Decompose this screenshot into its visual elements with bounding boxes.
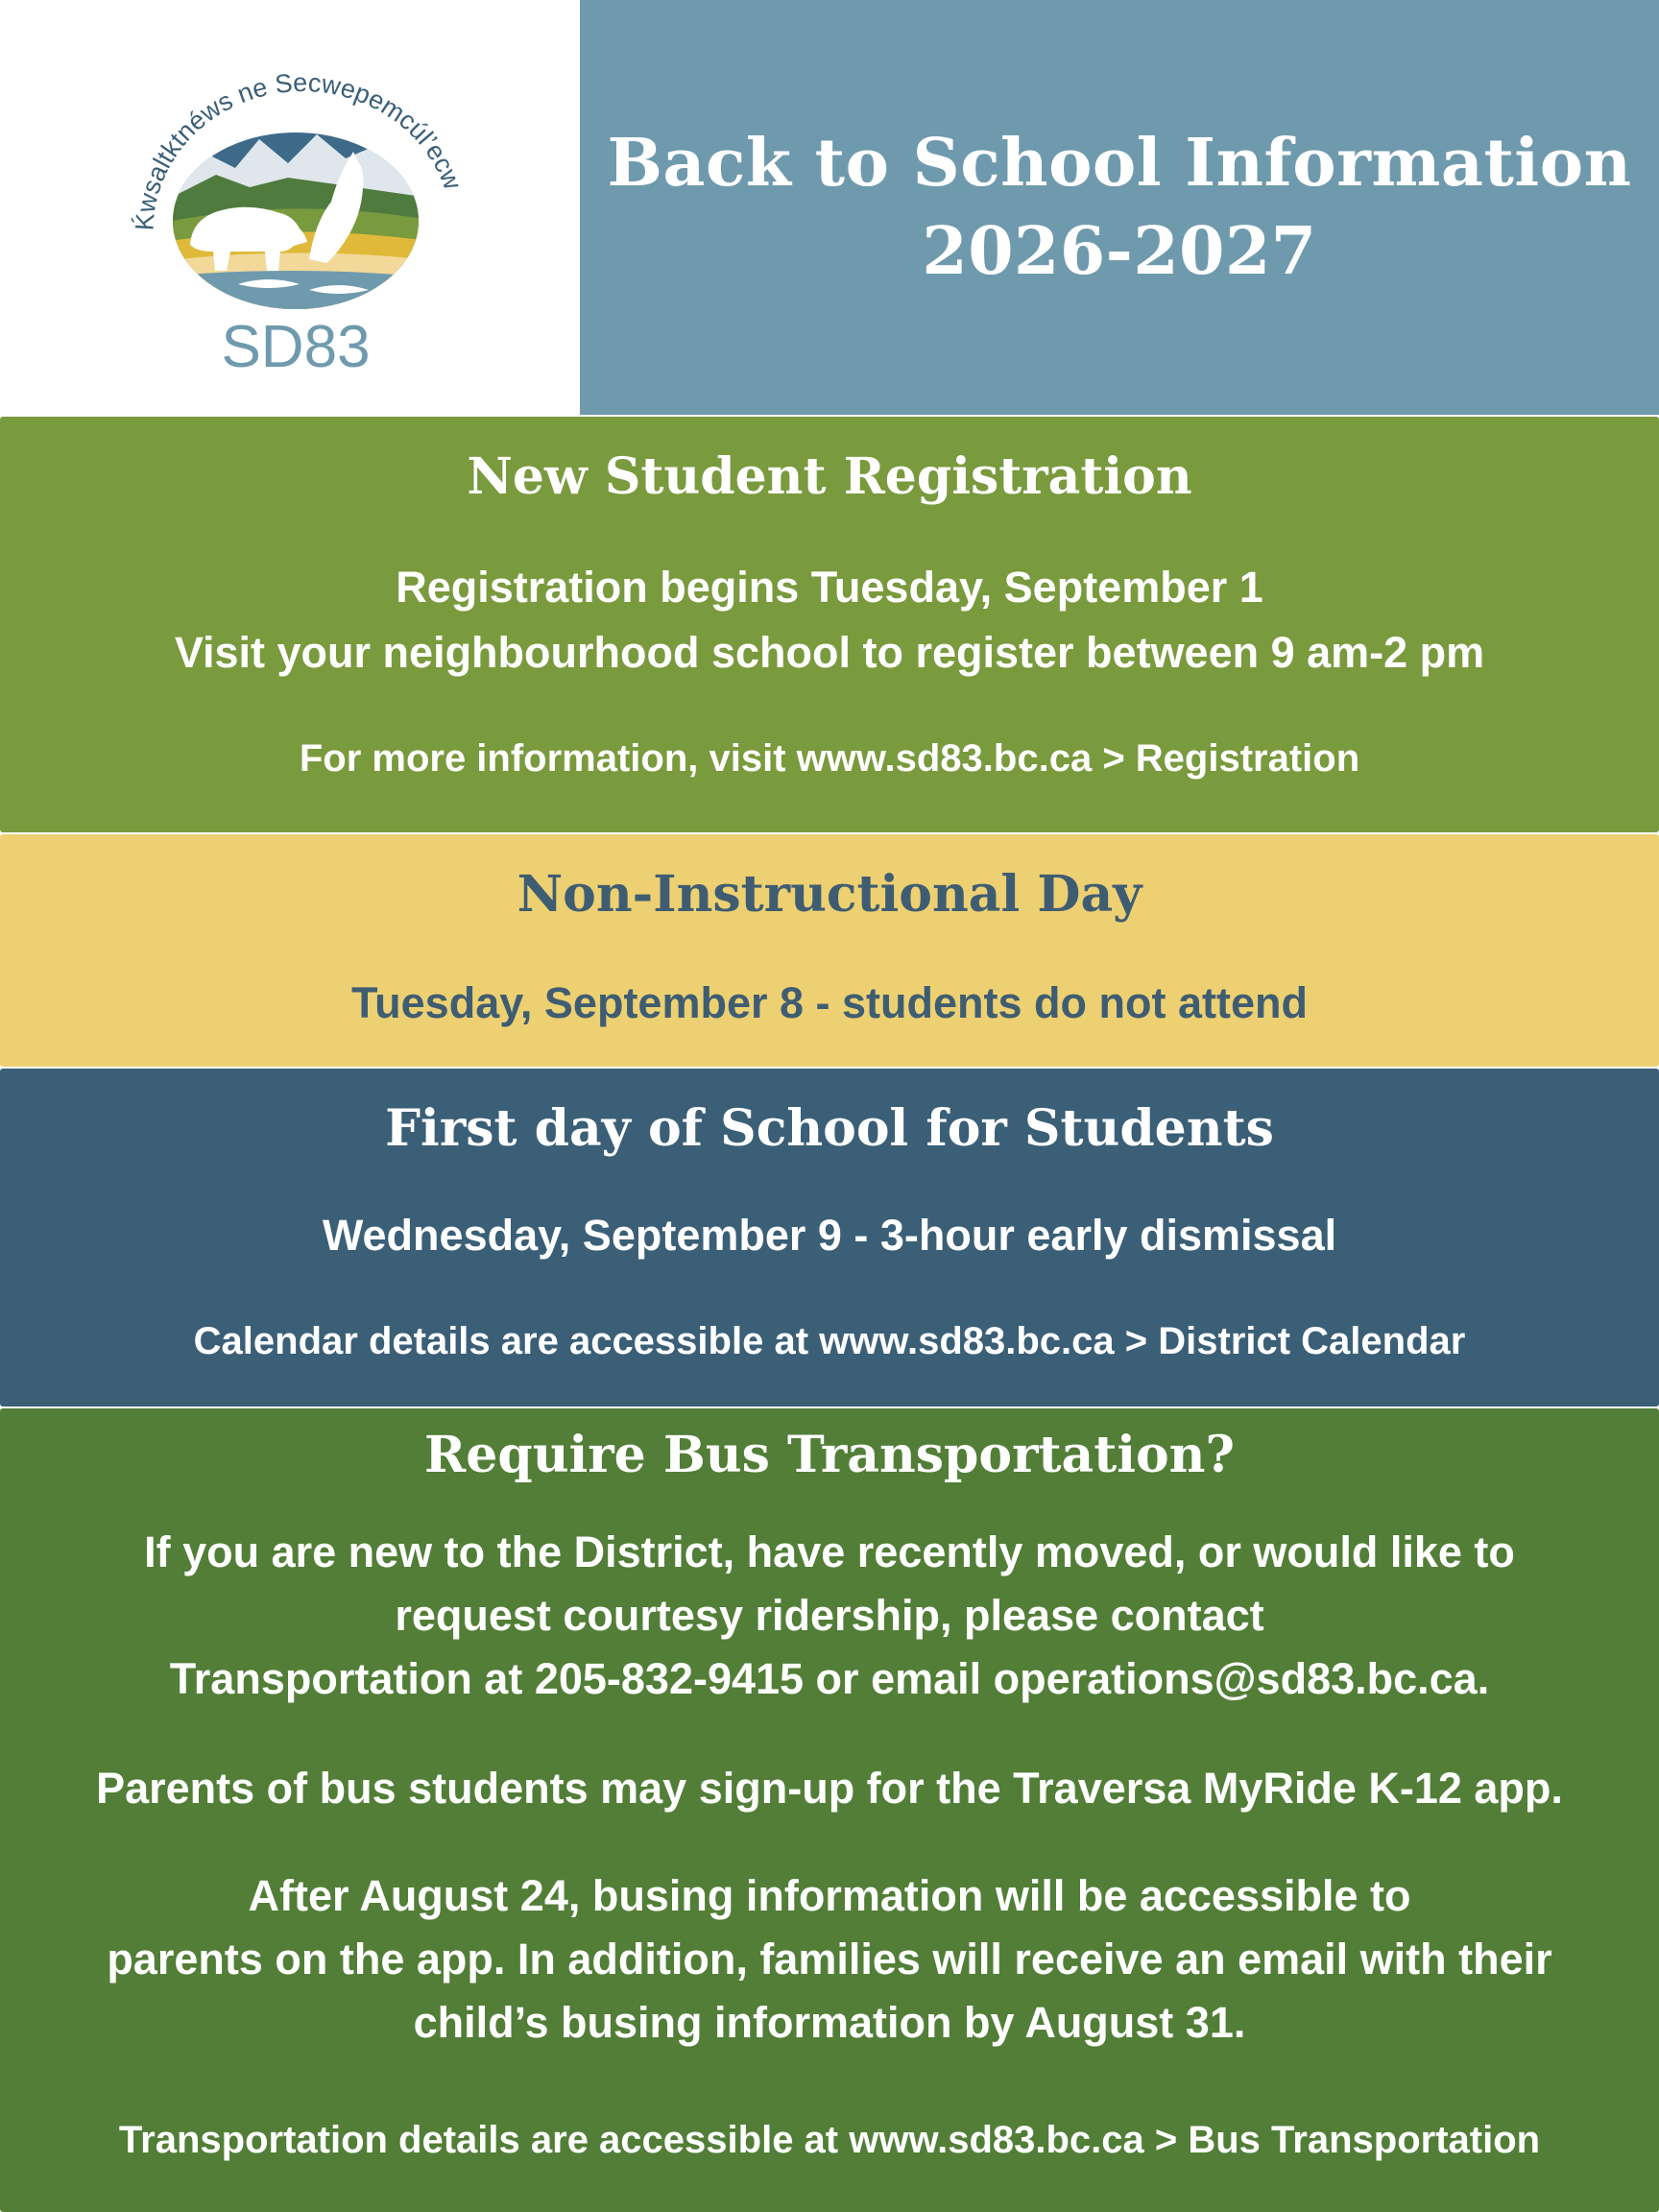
first-day-date: Wednesday, September 9 - 3-hour early dismissal <box>322 1211 1337 1260</box>
page-title: Back to School Information <box>607 125 1632 202</box>
registration-info-link[interactable]: For more information, visit www.sd83.bc.ca > Registration <box>299 737 1360 780</box>
registration-heading: New Student Registration <box>467 447 1192 506</box>
svg-text:Ḱwsaltktnéws ne Secwepemcúl’ec: Ḱwsaltktnéws ne Secwepemcúl’ecw <box>130 67 468 231</box>
district-logo <box>0 0 578 415</box>
title-panel <box>580 0 1659 415</box>
school-year: 2026-2027 <box>922 213 1317 290</box>
registration-date: Registration begins Tuesday, September 1 <box>396 563 1263 612</box>
svg-text:SD83: SD83 <box>221 314 371 380</box>
non-instructional-date: Tuesday, September 8 - students do not attend <box>351 978 1308 1027</box>
calendar-info-link[interactable]: Calendar details are accessible at www.sd83.bc.ca > District Calendar <box>193 1320 1466 1362</box>
bus-info-line-1: After August 24, busing information will be accessible to <box>248 1871 1411 1920</box>
bus-app-signup: Parents of bus students may sign-up for the Traversa MyRide K-12 app. <box>96 1764 1563 1813</box>
transportation-info-link[interactable]: Transportation details are accessible at www.sd83.bc.ca > Bus Transportation <box>118 2119 1541 2161</box>
non-instructional-section <box>0 834 1659 1067</box>
bus-contact-line-3: Transportation at 205-832-9415 or email operations@sd83.bc.ca. <box>169 1654 1490 1703</box>
bus-info-line-2: parents on the app. In addition, families will receive an email with their <box>107 1935 1552 1984</box>
bus-contact-line-1: If you are new to the District, have recently moved, or would like to <box>144 1527 1515 1576</box>
bus-info-line-3: child’s busing information by August 31. <box>413 1998 1246 2047</box>
registration-hours: Visit your neighbourhood school to register between 9 am-2 pm <box>174 628 1485 677</box>
bus-heading: Require Bus Transportation? <box>424 1426 1235 1484</box>
registration-section <box>0 417 1659 832</box>
logo-area <box>0 0 578 415</box>
bus-section <box>0 1408 1659 2212</box>
first-day-section <box>0 1069 1659 1407</box>
logo-landscape <box>163 125 432 317</box>
bus-contact-line-2: request courtesy ridership, please contact <box>395 1591 1264 1640</box>
first-day-heading: First day of School for Students <box>385 1099 1274 1158</box>
non-instructional-heading: Non-Instructional Day <box>517 865 1142 924</box>
